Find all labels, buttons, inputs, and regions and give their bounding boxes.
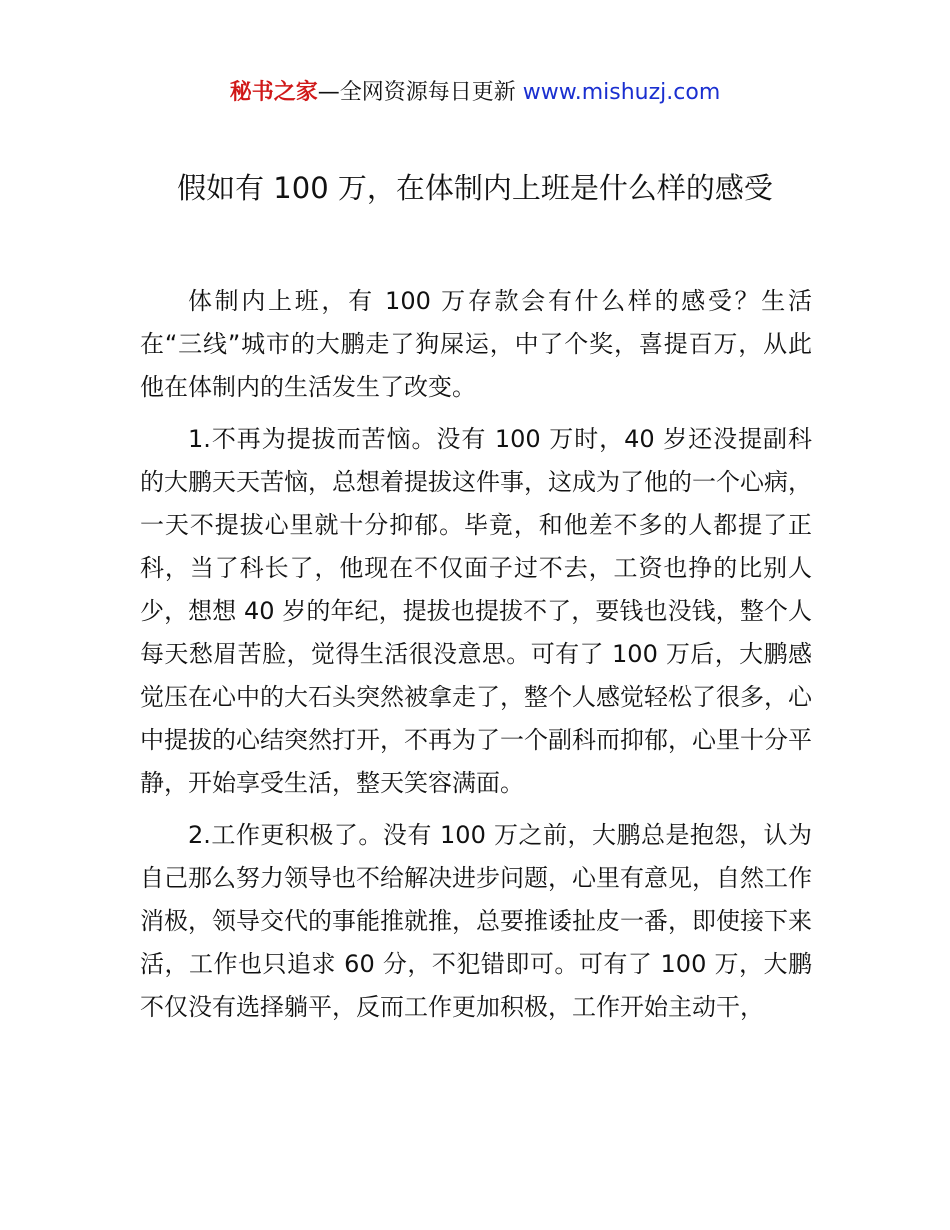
site-header <box>0 78 950 108</box>
article-title: 假如有 100 万，在体制内上班是什么样的感受 <box>177 171 773 205</box>
paragraph-point-2: 2.工作更积极了。没有 100 万之前，大鹏总是抱怨，认为自己那么努力领导也不给解决进步问题，心里有意见，自然工作消极，领导交代的事能推就推，总要推诿扯皮一番，即使接下来活，工作也只追求 60 分，不犯错即可。可有了 100 万，大鹏不仅没有选择躺平，反而工作更加积极，工作开始主动干， <box>140 821 812 1021</box>
article-body <box>140 280 812 1038</box>
paragraph-intro: 体制内上班，有 100 万存款会有什么样的感受？生活在“三线”城市的大鹏走了狗屎运，中了个奖，喜提百万，从此他在体制内的生活发生了改变。 <box>140 287 812 401</box>
brand-name: 秘书之家 <box>229 80 318 105</box>
site-slogan: —全网资源每日更新 <box>317 80 523 105</box>
paragraph-point-1: 1.不再为提拔而苦恼。没有 100 万时，40 岁还没提副科的大鹏天天苦恼，总想着提拔这件事，这成为了他的一个心病，一天不提拔心里就十分抑郁。毕竟，和他差不多的人都提了正科，当了科长了，他现在不仅面子过不去，工资也挣的比别人少，想想 40 岁的年纪，提拔也提拔不了，要钱也没钱，整个人每天愁眉苦脸，觉得生活很没意思。可有了 100 万后，大鹏感觉压在心中的大石头突然被拿走了，整个人感觉轻松了很多，心中提拔的心结突然打开，不再为了一个副科而抑郁，心里十分平静，开始享受生活，整天笑容满面。 <box>140 425 812 797</box>
site-url-link[interactable]: www.mishuzj.com <box>522 80 721 105</box>
